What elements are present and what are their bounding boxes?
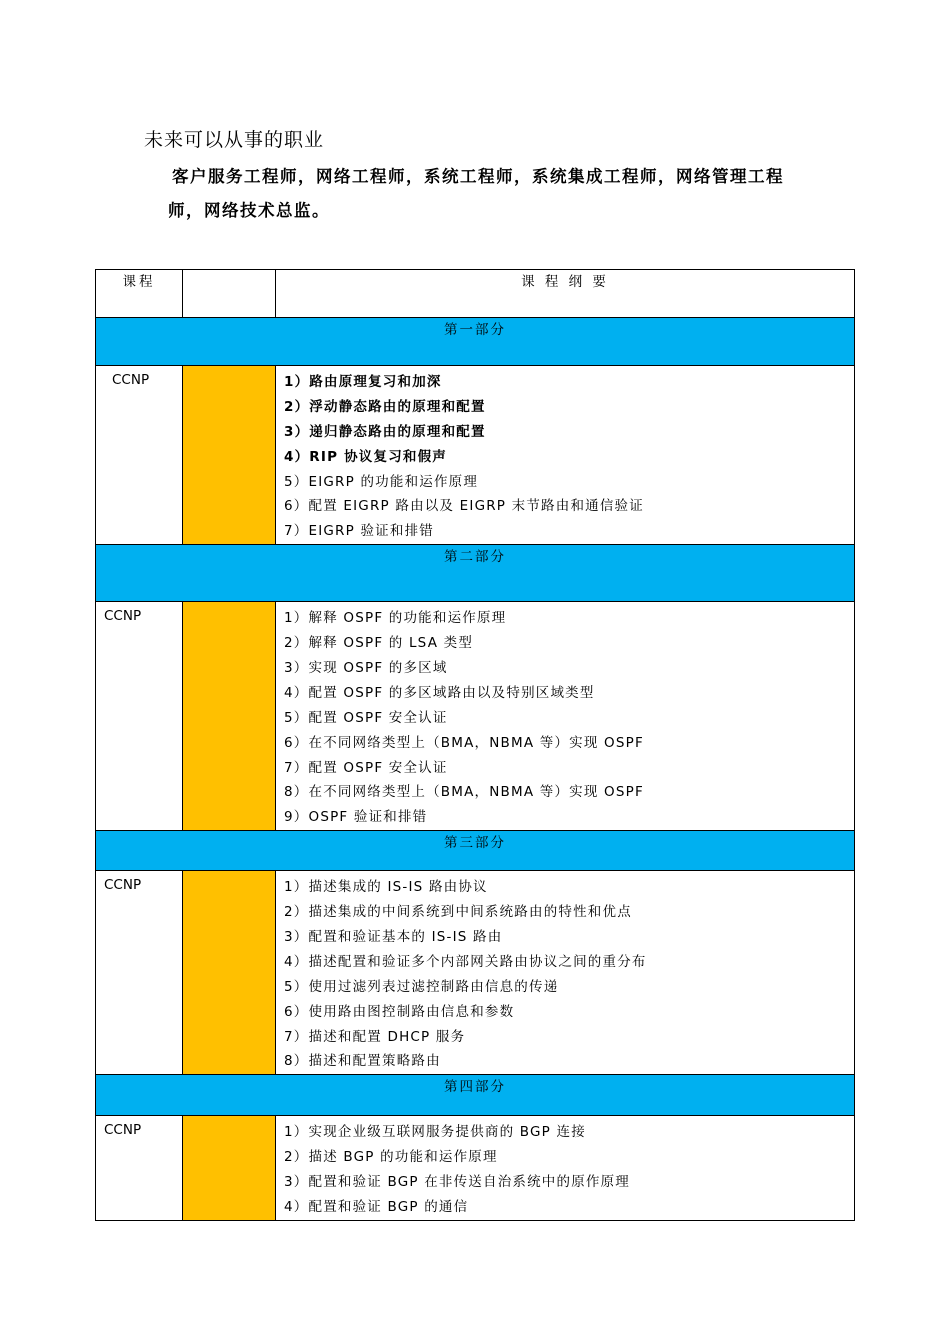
section-row-4 bbox=[96, 1075, 855, 1116]
section-title-1: 第一部分 bbox=[96, 318, 855, 366]
course-cell-1 bbox=[96, 366, 183, 545]
list-item: 5）配置 OSPF 安全认证 bbox=[284, 709, 448, 726]
items-cell-1 bbox=[276, 366, 855, 545]
career-paragraph bbox=[168, 160, 822, 228]
section-title-2: 第二部分 bbox=[96, 545, 855, 602]
list-item: 4）配置 OSPF 的多区域路由以及特别区域类型 bbox=[284, 684, 595, 701]
list-item: 9）OSPF 验证和排错 bbox=[284, 809, 428, 826]
career-heading: 未来可以从事的职业 bbox=[144, 129, 325, 151]
list-item: 1）描述集成的 IS-IS 路由协议 bbox=[284, 879, 488, 896]
section-row-2 bbox=[96, 545, 855, 602]
items-cell-2 bbox=[276, 602, 855, 831]
list-item: 7）描述和配置 DHCP 服务 bbox=[284, 1028, 466, 1045]
list-item: 4）RIP 协议复习和假声 bbox=[284, 448, 448, 465]
list-item: 4）描述配置和验证多个内部网关路由协议之间的重分布 bbox=[284, 953, 647, 970]
list-item: 2）浮动静态路由的原理和配置 bbox=[284, 398, 486, 415]
list-item: 5）EIGRP 的功能和运作原理 bbox=[284, 473, 479, 490]
content-row-1 bbox=[96, 366, 855, 545]
list-item: 1）解释 OSPF 的功能和运作原理 bbox=[284, 610, 507, 627]
list-item: 8）在不同网络类型上（BMA，NBMA 等）实现 OSPF bbox=[284, 784, 644, 801]
items-cell-3 bbox=[276, 871, 855, 1075]
list-item: 6）使用路由图控制路由信息和参数 bbox=[284, 1003, 515, 1020]
course-name-1: CCNP bbox=[112, 372, 150, 388]
list-item: 3）配置和验证 BGP 在非传送自治系统中的原作原理 bbox=[284, 1174, 630, 1191]
content-row-4 bbox=[96, 1116, 855, 1221]
section-row-1 bbox=[96, 318, 855, 366]
gold-cell-4 bbox=[183, 1116, 276, 1221]
section-title-4: 第四部分 bbox=[96, 1075, 855, 1116]
gold-cell-3 bbox=[183, 871, 276, 1075]
list-item: 3）递归静态路由的原理和配置 bbox=[284, 423, 486, 440]
content-row-3 bbox=[96, 871, 855, 1075]
list-item: 4）配置和验证 BGP 的通信 bbox=[284, 1199, 469, 1216]
list-item: 3）实现 OSPF 的多区域 bbox=[284, 660, 448, 677]
list-item: 7）EIGRP 验证和排错 bbox=[284, 523, 434, 540]
list-item: 5）使用过滤列表过滤控制路由信息的传递 bbox=[284, 978, 559, 995]
list-item: 2）解释 OSPF 的 LSA 类型 bbox=[284, 635, 474, 652]
list-item: 3）配置和验证基本的 IS-IS 路由 bbox=[284, 929, 503, 946]
list-item: 6）配置 EIGRP 路由以及 EIGRP 末节路由和通信验证 bbox=[284, 498, 644, 515]
list-item: 8）描述和配置策略路由 bbox=[284, 1053, 441, 1070]
section-row-3 bbox=[96, 831, 855, 871]
list-item: 1）实现企业级互联网服务提供商的 BGP 连接 bbox=[284, 1124, 586, 1141]
list-item: 7）配置 OSPF 安全认证 bbox=[284, 759, 448, 776]
course-cell-4 bbox=[96, 1116, 183, 1221]
syllabus-table bbox=[95, 269, 855, 1221]
header-course: 课程 bbox=[96, 270, 183, 318]
course-name-3: CCNP bbox=[104, 877, 142, 894]
course-cell-3 bbox=[96, 871, 183, 1075]
header-blank bbox=[183, 270, 276, 318]
gold-cell-2 bbox=[183, 602, 276, 831]
list-item: 1）路由原理复习和加深 bbox=[284, 374, 442, 390]
list-item: 6）在不同网络类型上（BMA，NBMA 等）实现 OSPF bbox=[284, 734, 644, 751]
section-title-3: 第三部分 bbox=[96, 831, 855, 871]
course-cell-2 bbox=[96, 602, 183, 831]
content-row-2 bbox=[96, 602, 855, 831]
gold-cell-1 bbox=[183, 366, 276, 545]
list-item: 2）描述集成的中间系统到中间系统路由的特性和优点 bbox=[284, 904, 632, 921]
table-header-row bbox=[96, 270, 855, 318]
career-paragraph-line-2: 师，网络技术总监。 bbox=[168, 201, 330, 220]
items-cell-4 bbox=[276, 1116, 855, 1221]
course-name-2: CCNP bbox=[104, 608, 142, 625]
career-paragraph-line-1: 客户服务工程师，网络工程师，系统工程师，系统集成工程师，网络管理工程 bbox=[172, 167, 784, 186]
course-name-4: CCNP bbox=[104, 1122, 142, 1139]
list-item: 2）描述 BGP 的功能和运作原理 bbox=[284, 1149, 498, 1166]
header-outline: 课 程 纲 要 bbox=[276, 270, 855, 318]
